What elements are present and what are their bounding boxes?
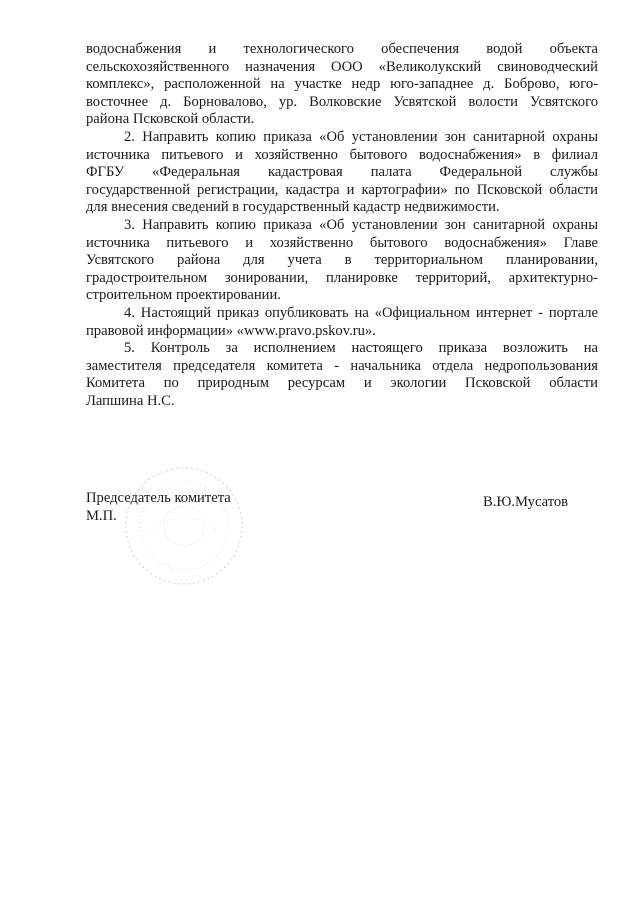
seal-place-label: М.П. [86,507,117,524]
body-line: ФГБУ «Федеральная кадастровая палата Федеральной службы [86,164,598,181]
paragraph-4-line: 4. Настоящий приказ опубликовать на «Официальном интернет - портале [124,304,598,321]
body-line: государственной регистрации, кадастра и картографии» по Псковской области [86,181,598,198]
body-line: градостроительном зонировании, планировке территорий, архитектурно- [86,269,598,286]
body-line: Лапшина Н.С. [86,392,175,409]
body-line: Комитета по природным ресурсам и экологии Псковской области [86,375,598,392]
signature-block [86,490,231,525]
body-line: района Псковской области. [86,111,255,128]
signatory-position: Председатель комитета [86,490,231,506]
paragraph-2-line: 2. Направить копию приказа «Об установлении зон санитарной охраны [124,128,598,145]
body-line: сельскохозяйственного назначения ООО «Великолукский свиноводческий [86,58,598,75]
body-line: источника питьевого и хозяйственно бытового водоснабжения» в филиал [86,146,598,163]
signatory-name: В.Ю.Мусатов [483,494,569,510]
body-line: строительном проектировании. [86,287,281,304]
paragraph-5-line: 5. Контроль за исполнением настоящего приказа возложить на [124,340,598,357]
body-line: источника питьевого и хозяйственно бытового водоснабжения» Главе [86,234,598,251]
paragraph-3-line: 3. Направить копию приказа «Об установлении зон санитарной охраны [124,216,598,233]
body-line: комплекс», расположенной на участке недр юго-западнее д. Боброво, юго- [86,76,598,93]
faded-seal-stamp [120,462,248,590]
document-body [86,41,598,410]
body-line: для внесения сведений в государственный кадастр недвижимости. [86,199,500,216]
body-line: заместителя председателя комитета - начальника отдела недропользования [86,357,598,374]
body-line: правовой информации» «www.pravo.pskov.ru». [86,322,376,339]
body-line: восточнее д. Борновалово, ур. Волковские Усвятской волости Усвятского [86,93,598,110]
body-line: водоснабжения и технологического обеспечения водой объекта [86,41,598,57]
body-line: Усвятского района для учета в территориальном планировании, [86,252,598,269]
